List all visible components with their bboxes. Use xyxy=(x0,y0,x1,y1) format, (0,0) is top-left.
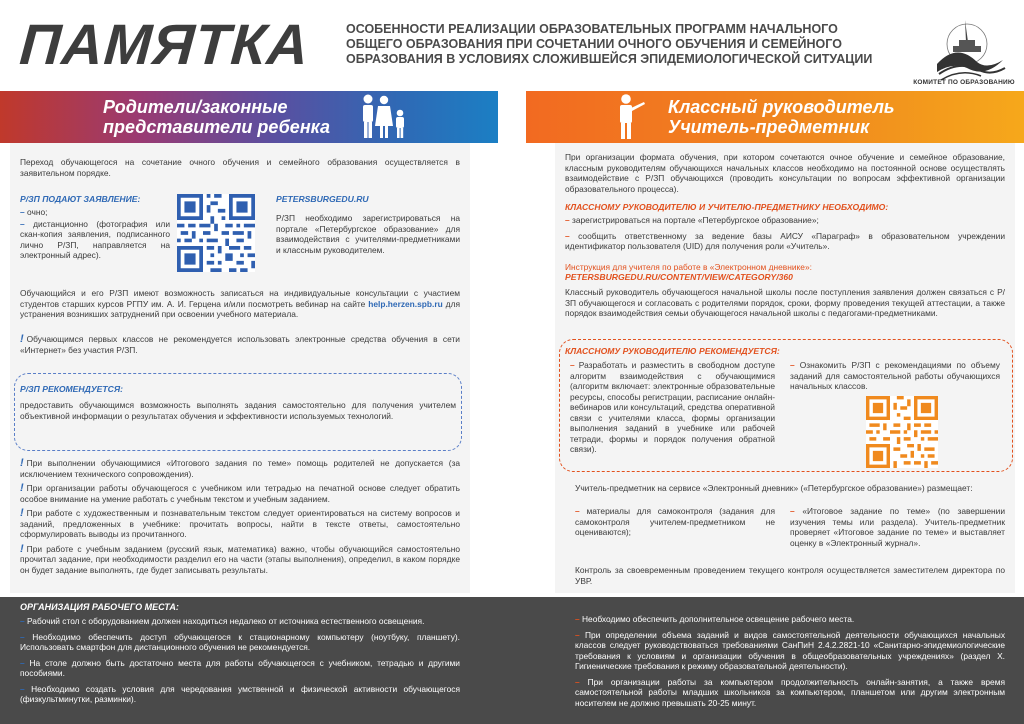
note-item: ! При работе с учебным заданием (русский язык, математика) важно, чтобы обучающийся самостоятельно прочитал задание, при необходимости разделил его на части (этапы выполнения), определил, в каком порядке он будет задание выполнять, где будет записывать результаты. xyxy=(20,542,460,575)
control-text: Контроль за своевременным проведением текущего контроля осуществляется заместителем директора по УВР. xyxy=(575,565,1005,586)
workplace-right-list xyxy=(575,614,1005,708)
logo-caption: КОМИТЕТ ПО ОБРАЗОВАНИЮ xyxy=(913,79,1015,86)
teachers-banner-title-1: Классный руководитель xyxy=(668,97,895,117)
teachers-intro: При организации формата обучения, при котором сочетаются очное обучение и семейное образование, классным руководителям обучающихся начальных классов необходимо на постоянной основе осуществлять взаимодействие с Р/ЗП обучающихся (проводить консультации по вопросам эффективной организации образовательного процесса). xyxy=(565,152,1005,194)
apply-item-in-person: – очно; xyxy=(20,207,48,217)
consult-text: Обучающийся и его Р/ЗП имеют возможность записаться на индивидуальные консультации с участием студентов старших курсов РГПУ им. А. И. Герцена и/или посмотреть вебинар на сайте help.herzen.spb.ru для устранения возникших затруднений при освоении учебного материала. xyxy=(20,288,460,319)
teacher-duty-text: Классный руководитель обучающегося начальной школы после поступления заявления должен связаться с Р/ЗП обучающегося и согласовать с родителями порядок, сроки, форму проведения текущей аттестации, а также порядок взаимодействия семьи обучающегося начальной школы с педагогами-предметниками. xyxy=(565,287,1005,318)
exclamation-icon: ! xyxy=(20,333,24,345)
note-item: ! При работе с художественным и познавательным текстом следует ориентироваться на систему вопросов и заданий, предложенных в учебнике: прочитать вопросы, найти в тексте ответы, самостоятельно сформулировать выводы из прочитанного. xyxy=(20,507,460,539)
parents-rec-text: предоставить обучающимся возможность выполнять задания самостоятельно для получения учителем объективной информации о результатах обучения и эффективности используемых технологий. xyxy=(20,400,456,421)
instruction-link[interactable]: PETERSBURGEDU.RU/CONTENT/VIEW/CATEGORY/360 xyxy=(565,272,793,282)
need-item-uid: – сообщить ответственному за ведение базы АИСУ «Параграф» в образовательном учреждении идентификатор пользователя (UID) для получения роли «Учитель». xyxy=(565,230,1006,251)
exclamation-icon: ! xyxy=(20,457,24,469)
rec-item-familiarize: – Ознакомить Р/ЗП с рекомендациями по объему заданий для самостоятельной работы обучающихся начальных классов. xyxy=(790,360,1000,391)
first-grade-note: ! Обучающимся первых классов не рекомендуется использовать электронные средства обучения в сети «Интернет» без участия Р/ЗП. xyxy=(20,333,460,355)
apply-heading: Р/ЗП ПОДАЮТ ЗАЯВЛЕНИЕ: xyxy=(20,194,141,204)
workplace-item: – При организации работы за компьютером продолжительность онлайн-занятия, а также время самостоятельной работы младших школьников за компьютером, планшетом или другим электронным носителем не должно превышать 20-25 минут. xyxy=(575,676,1005,708)
portal-text: Р/ЗП необходимо зарегистрироваться на портале «Петербургское образование» для взаимодействия с учителями-предметниками и классным руководителем. xyxy=(276,213,460,255)
parents-intro: Переход обучающегося на сочетание очного обучения и семейного образования осуществляется в заявительном порядке. xyxy=(20,157,460,178)
parents-rec-heading: Р/ЗП РЕКОМЕНДУЕТСЯ: xyxy=(20,384,127,394)
instruction-label: Инструкция для учителя по работе в «Электронном дневнике»: xyxy=(565,262,812,272)
exclamation-icon: ! xyxy=(20,507,24,519)
workplace-item: – Рабочий стол с оборудованием должен находиться недалеко от источника естественного освещения. xyxy=(20,616,425,626)
workplace-left-list xyxy=(20,616,460,705)
teachers-rec-heading: КЛАССНОМУ РУКОВОДИТЕЛЮ РЕКОМЕНДУЕТСЯ: xyxy=(565,346,784,356)
diary-item-selfcheck: – материалы для самоконтроля (задания для самоконтроля учителем-предметником не оцениваются); xyxy=(575,506,775,537)
apply-list xyxy=(20,207,170,261)
parents-banner-title-1: Родители/законные xyxy=(103,97,288,117)
note-item: ! При выполнении обучающимися «Итогового задания по теме» помощь родителей не допускается (за исключением технического сопровождения). xyxy=(20,457,460,479)
family-icon xyxy=(358,93,414,141)
qr-code-icon xyxy=(177,194,255,272)
parents-banner-title-2: представители ребенка xyxy=(103,117,331,137)
apply-item-remote: – дистанционно (фотография или скан-копия заявления, подписанного лично Р/ЗП, направляется на электронный адрес). xyxy=(20,218,171,260)
diary-item-final: – «Итоговое задание по теме» (по завершении изучения темы или раздела). Учитель-предметник проверяет «Итоговое задание по теме» и выставляет оценку в «Электронный журнал». xyxy=(790,506,1006,548)
workplace-item: – При определении объема заданий и видов самостоятельной деятельности обучающихся начальных классов следует руководствоваться требованиями СанПиН 2.4.2.2821-10 «Санитарно-эпидемиологические требования к условиям и организации обучения в общеобразовательных учреждениях» (раздел X. Гигиенические требования к режиму образовательной деятельности). xyxy=(575,629,1006,671)
need-item-register: – зарегистрироваться на портале «Петербургское образование»; xyxy=(565,215,819,225)
workplace-heading: ОРГАНИЗАЦИЯ РАБОЧЕГО МЕСТА: xyxy=(20,602,179,612)
page-title: ПАМЯТКА xyxy=(17,13,312,77)
workplace-item: – На столе должно быть достаточно места для работы обучающегося с учебником, тетрадью и другими пособиями. xyxy=(20,657,460,678)
exclamation-icon: ! xyxy=(20,542,24,555)
workplace-item: – Необходимо обеспечить дополнительное освещение рабочего места. xyxy=(575,614,855,624)
herzen-link[interactable]: help.herzen.spb.ru xyxy=(368,298,443,309)
workplace-item: – Необходимо обеспечить доступ обучающегося к стационарному компьютеру (ноутбуку, планшету). Использовать смартфон для дистанционного обучения не рекомендуется. xyxy=(20,631,460,652)
need-list xyxy=(565,215,1005,252)
page-subtitle: ОСОБЕННОСТИ РЕАЛИЗАЦИИ ОБРАЗОВАТЕЛЬНЫХ ПРОГРАММ НАЧАЛЬНОГО ОБЩЕГО ОБРАЗОВАНИЯ ПРИ СОЧЕТАНИИ ОЧНОГО ОБУЧЕНИЯ И СЕМЕЙНОГО ОБРАЗОВАНИЯ В УСЛОВИЯХ СЛОЖИВШЕЙСЯ ЭПИДЕМИОЛОГИЧЕСКОЙ СИТУАЦИИ xyxy=(346,22,873,66)
diary-text: Учитель-предметник на сервисе «Электронный дневник» («Петербургское образование») размещает: xyxy=(575,483,973,493)
teacher-icon xyxy=(612,93,652,141)
qr-code-icon xyxy=(866,396,938,468)
need-heading: КЛАССНОМУ РУКОВОДИТЕЛЮ И УЧИТЕЛЮ-ПРЕДМЕТНИКУ НЕОБХОДИМО: xyxy=(565,202,889,212)
parents-notes xyxy=(20,458,460,575)
teachers-banner-title-2: Учитель-предметник xyxy=(668,117,870,137)
exclamation-icon: ! xyxy=(20,482,24,494)
portal-heading: PETERSBURGEDU.RU xyxy=(276,194,369,204)
rec-item-algorithm: – Разработать и разместить в свободном доступе алгоритм взаимодействия с обучающимися (алгоритм включает: электронные образовательные ресурсы, способы регистрации, расписание онлайн-вебинаров или консультаций, средства оперативной связи с учителями класса, формы организации выполнения заданий в учебнике или рабочей тетради, формы и порядок получения обратной связи). xyxy=(570,360,776,454)
workplace-item: – Необходимо создать условия для чередования умственной и физической активности обучающегося (физкультминутки, разминки). xyxy=(20,683,460,704)
note-item: ! При организации работы обучающегося с учебником или тетрадью на печатной основе следует обратить особое внимание на умение работать с учебным текстом и учебным заданием. xyxy=(20,482,460,504)
